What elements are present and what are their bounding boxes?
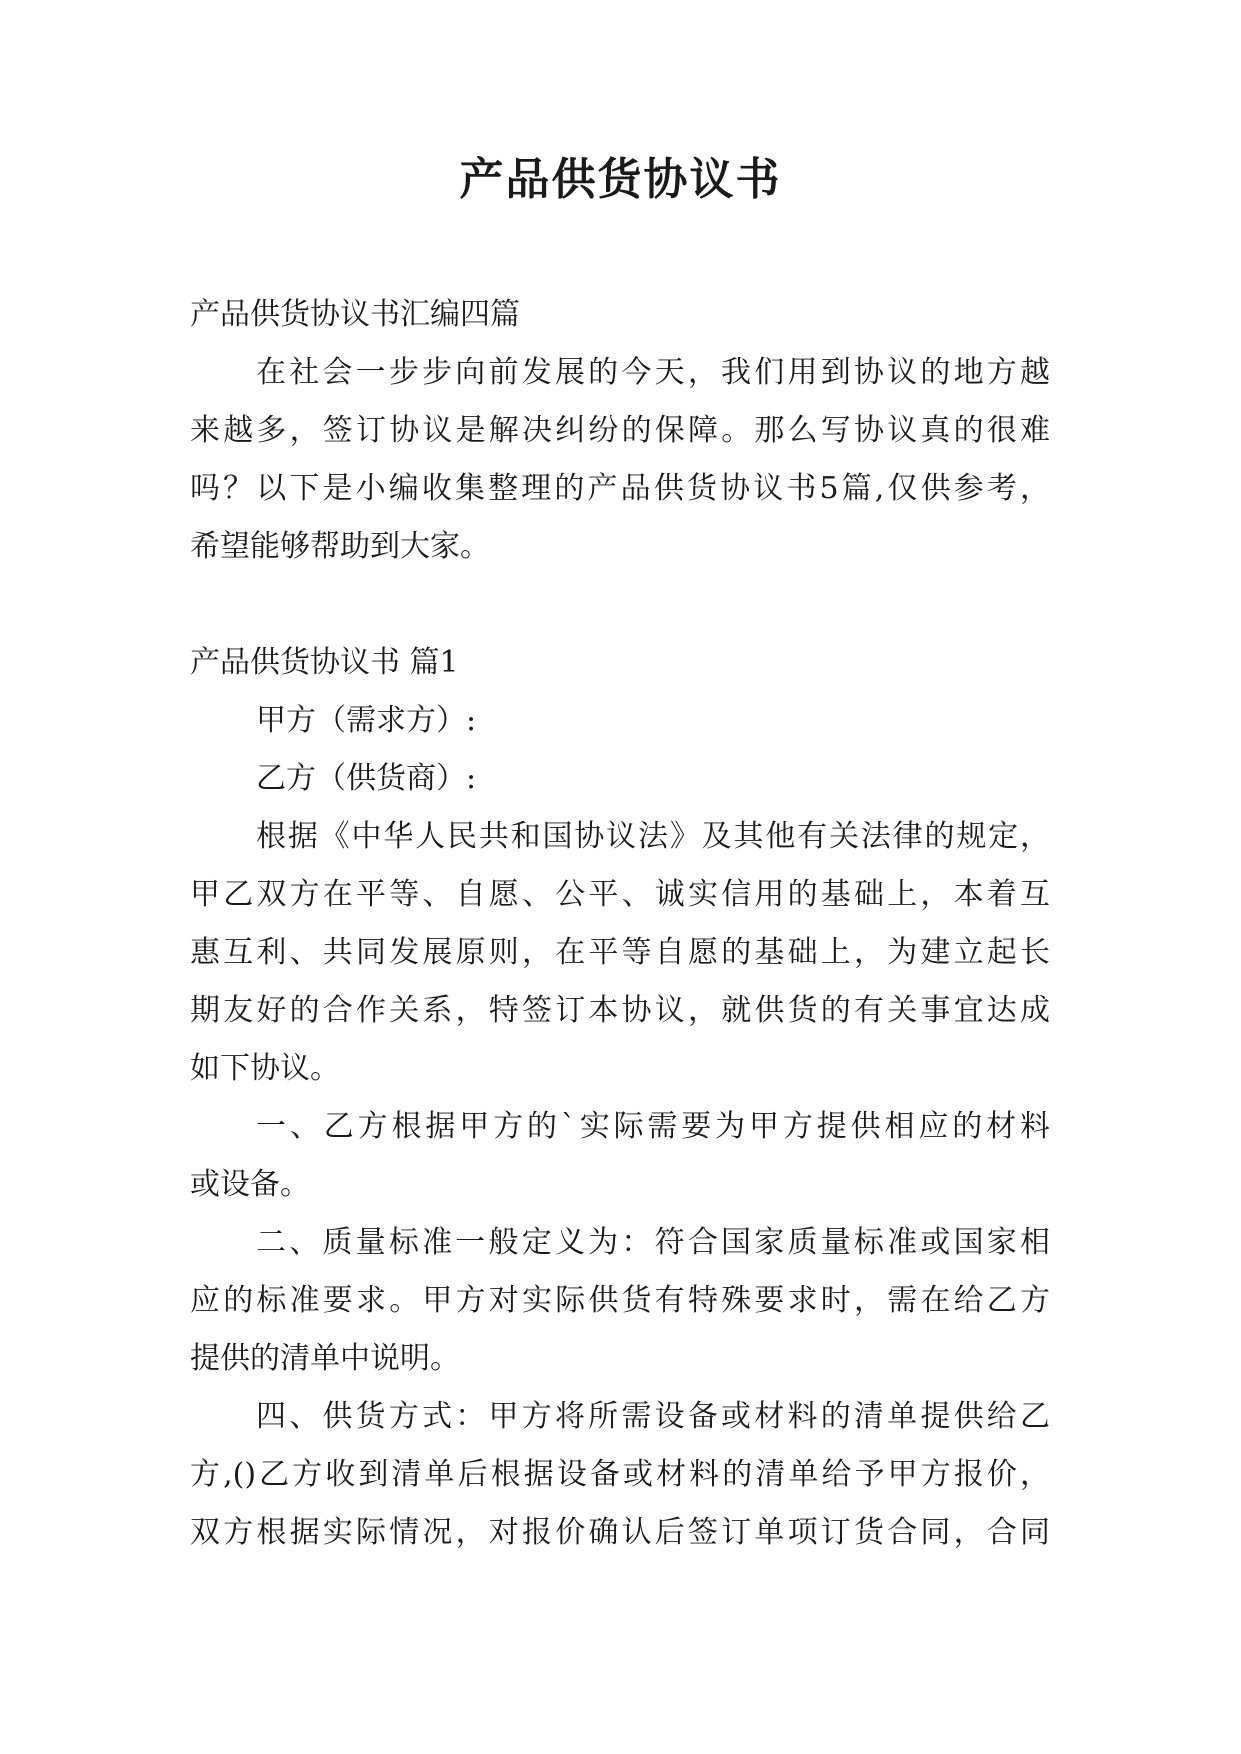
clause-2-line-3: 提供的清单中说明。 — [190, 1341, 460, 1376]
clause-2-line-2: 应的标准要求。甲方对实际供货有特殊要求时，需在给乙方 — [190, 1283, 1050, 1318]
preamble-line-5: 如下协议。 — [190, 1051, 340, 1086]
clause-2-paragraph — [190, 1214, 1050, 1388]
subtitle: 产品供货协议书汇编四篇 — [190, 297, 520, 332]
intro-line-2: 来越多，签订协议是解决纠纷的保障。那么写协议真的很难 — [190, 413, 1050, 448]
preamble-line-3: 惠互利、共同发展原则，在平等自愿的基础上，为建立起长 — [190, 935, 1050, 970]
clause-4-line-2: 方,()乙方收到清单后根据设备或材料的清单给予甲方报价， — [190, 1457, 1050, 1492]
clause-1-line-2: 或设备。 — [190, 1167, 310, 1202]
document-title: 产品供货协议书 — [459, 154, 782, 205]
clause-4-line-1: 四、供货方式：甲方将所需设备或材料的清单提供给乙 — [256, 1399, 1050, 1434]
preamble-line-4: 期友好的合作关系，特签订本协议，就供货的有关事宜达成 — [190, 993, 1050, 1028]
clause-4-line-3: 双方根据实际情况，对报价确认后签订单项订货合同，合同 — [190, 1515, 1050, 1550]
paragraph-spacer — [190, 576, 1050, 634]
party-b-line: 乙方（供货商）: — [256, 761, 477, 796]
clause-1-paragraph — [190, 1098, 1050, 1214]
clause-2-line-1: 二、质量标准一般定义为：符合国家质量标准或国家相 — [256, 1225, 1050, 1260]
document-body — [190, 286, 1050, 1562]
party-a-line: 甲方（需求方）: — [256, 703, 477, 738]
clause-1-line-1: 一、乙方根据甲方的`实际需要为甲方提供相应的材料 — [256, 1109, 1050, 1144]
intro-line-4: 希望能够帮助到大家。 — [190, 529, 490, 564]
intro-line-3: 吗？以下是小编收集整理的产品供货协议书5篇,仅供参考， — [190, 471, 1050, 506]
intro-line-1: 在社会一步步向前发展的今天，我们用到协议的地方越 — [256, 355, 1050, 390]
preamble-line-2: 甲乙双方在平等、自愿、公平、诚实信用的基础上，本着互 — [190, 877, 1050, 912]
section-heading: 产品供货协议书 篇1 — [190, 645, 459, 680]
preamble-line-1: 根据《中华人民共和国协议法》及其他有关法律的规定， — [256, 819, 1050, 854]
intro-paragraph — [190, 344, 1050, 576]
preamble-paragraph — [190, 808, 1050, 1098]
clause-4-paragraph — [190, 1388, 1050, 1562]
